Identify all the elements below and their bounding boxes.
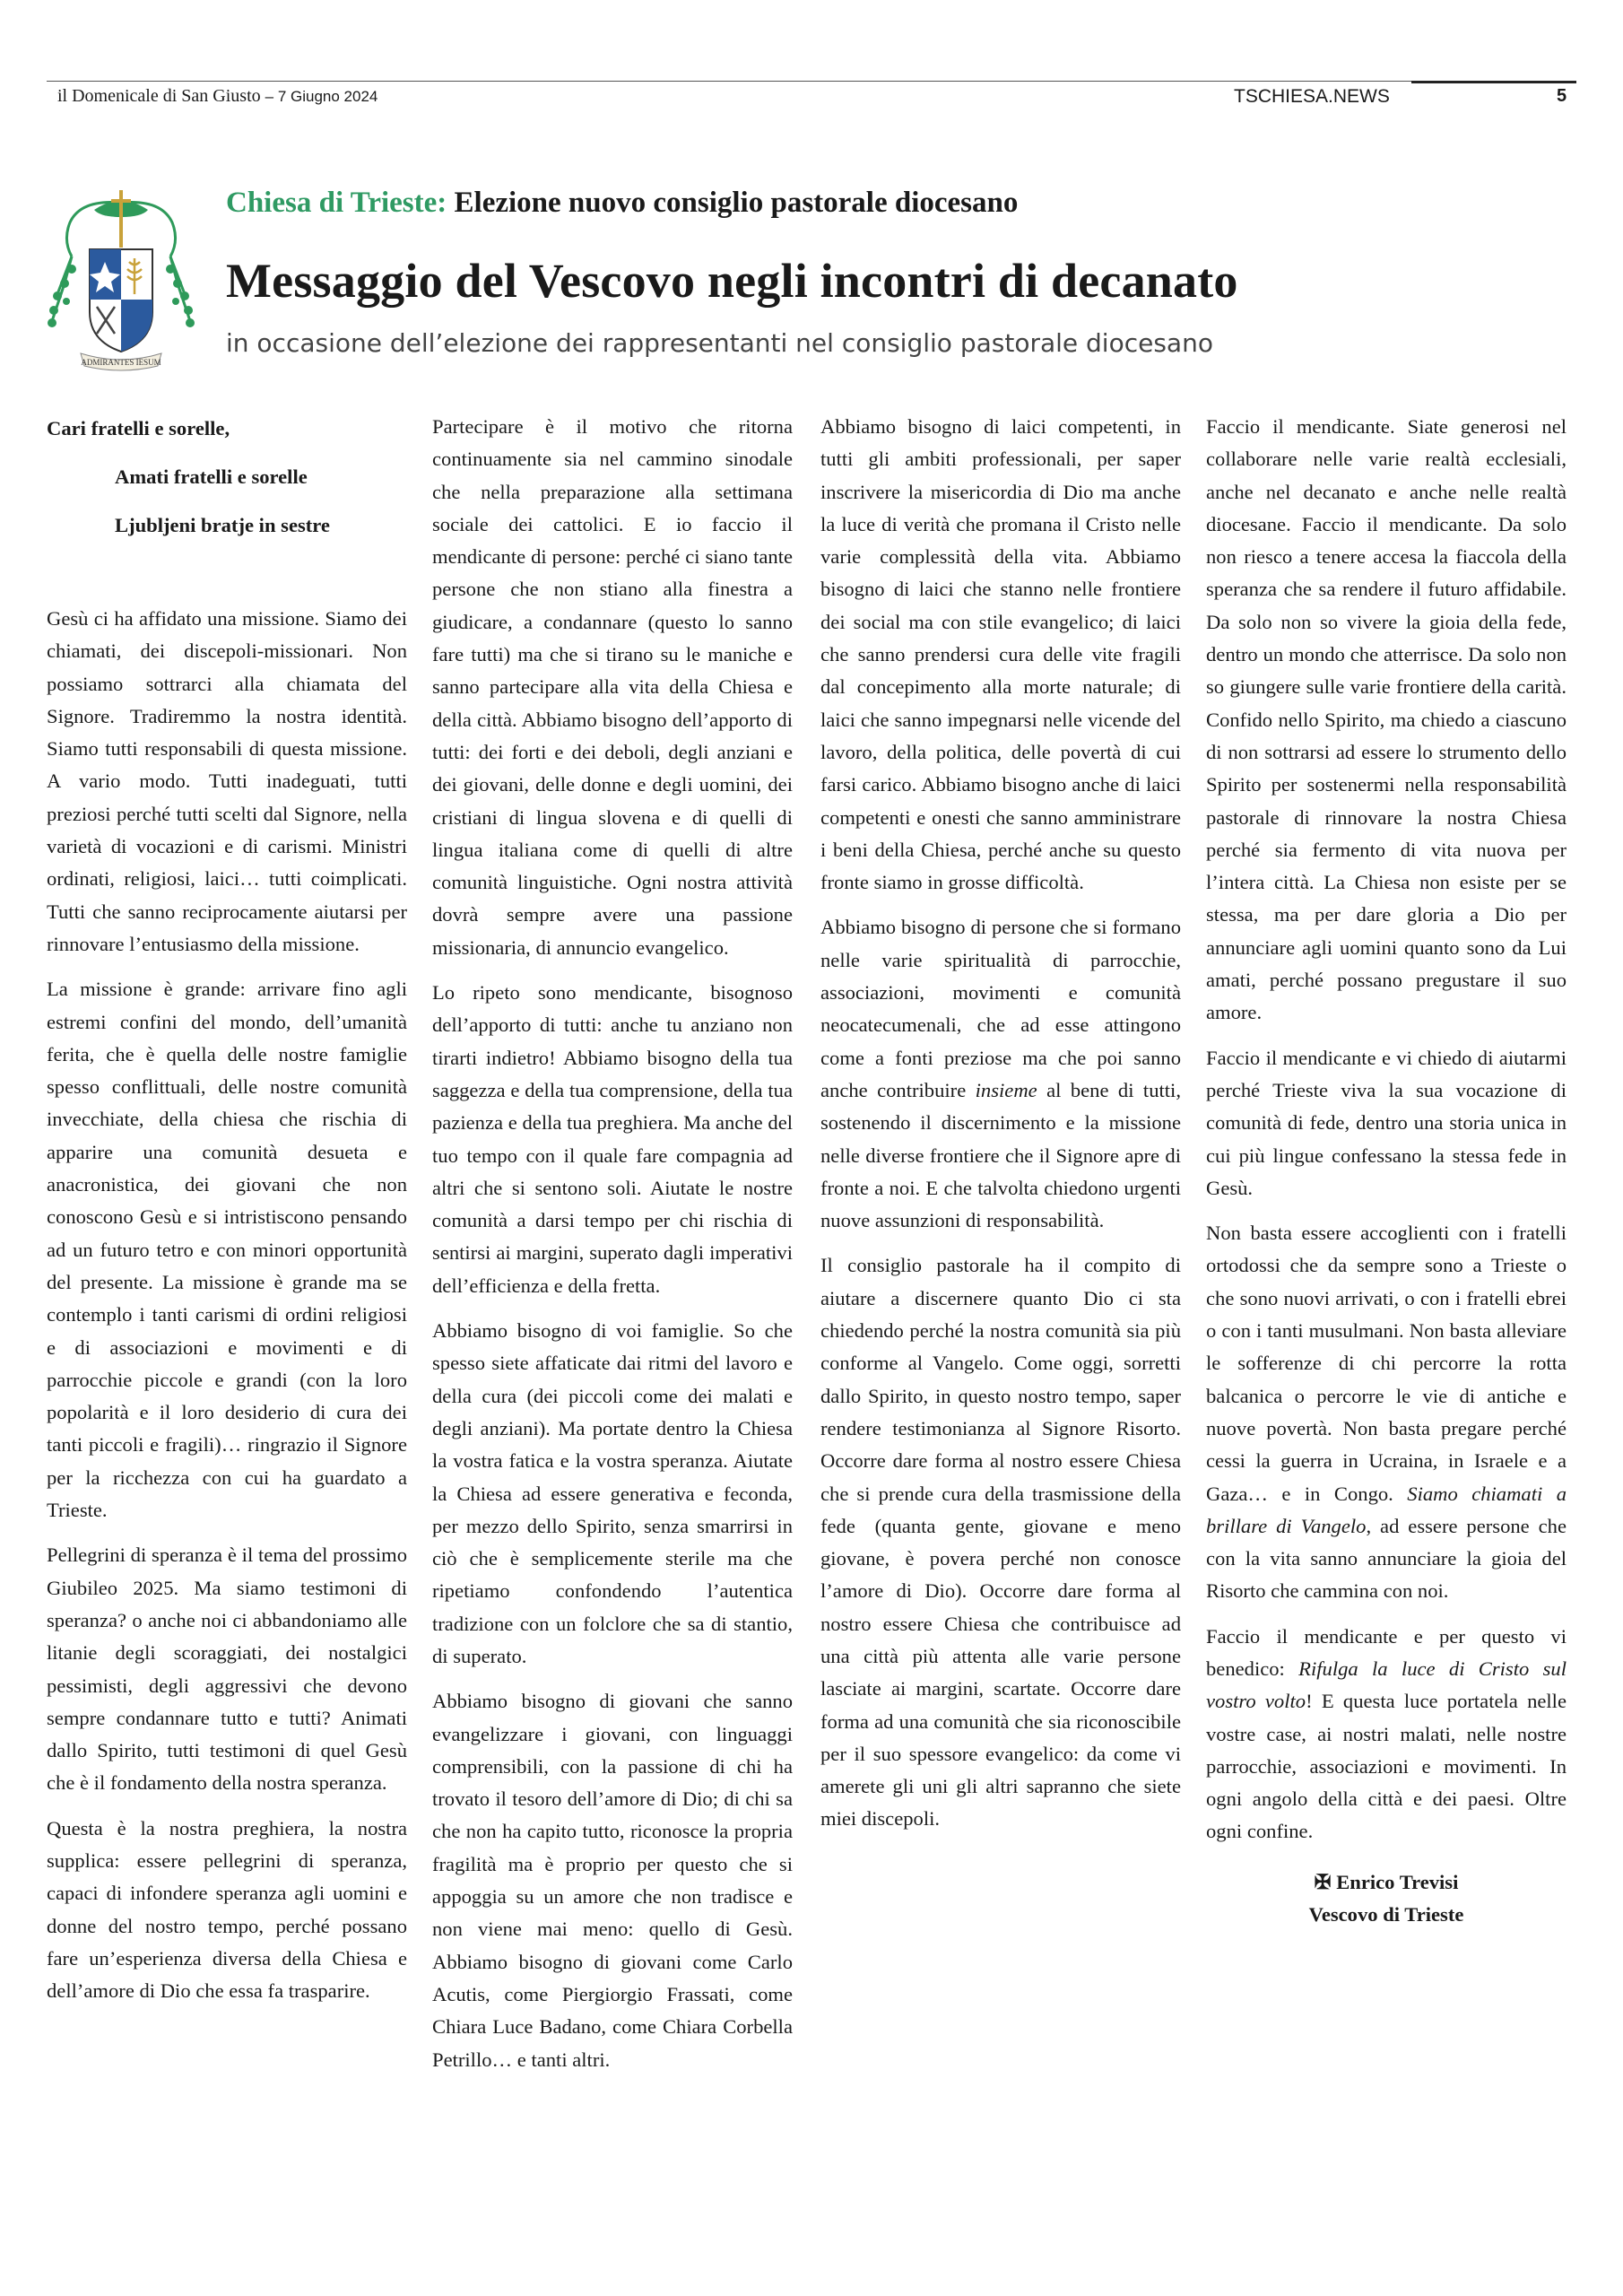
greeting-line: Ljubljeni bratje in sestre: [115, 514, 330, 536]
header-rule-accent: [1411, 81, 1576, 83]
text-run: , ad essere persone che con la vita sanno annunciare la gioia del Risorto che cammina con noi.: [1206, 1514, 1567, 1603]
section-kicker: [226, 187, 1018, 220]
emphasis: Rifulga la luce di Cristo sul vostro volto: [1206, 1657, 1567, 1713]
paragraph: [1206, 1621, 1567, 1848]
greetings: [47, 411, 407, 544]
running-header: [57, 86, 378, 107]
paragraph: Partecipare è il motivo che ritorna continuamente sia nel cammino sinodale che nella preparazione alla settimana sociale dei cattolici. E io faccio il mendicante di persone: perché ci siano tante persone che non stiano alla finestra a giudicare, a condannare (questo lo sanno fare tutti) ma che si tirano su le maniche e sanno partecipare alla vita della Chiesa e della città. Abbiamo bisogno dell’apporto di tutti: dei forti e dei deboli, degli anziani e dei giovani, delle donne e degli uomini, dei cristiani di lingua slovena e di quelli di lingua italiana come di quelli di altre comunità linguistiche. Ogni nostra attività dovrà sempre avere una passione missionaria, di annuncio evangelico.: [432, 415, 793, 959]
coat-motto: ADMIRANTES IESUM: [81, 358, 161, 367]
publication-name: il Domenicale di San Giusto: [57, 86, 261, 106]
emphasis: insieme: [975, 1078, 1037, 1101]
text-run: Faccio il mendicante e per questo vi benedico:: [1206, 1624, 1567, 1680]
page-number: 5: [1557, 86, 1567, 106]
text-run: Non basta essere accoglienti con i fratelli ortodossi che da sempre sono a Trieste o che sono nuovi arrivati, o con i fratelli ebrei o con i tanti musulmani. Non basta alleviare le sofferenze di chi percorre la rotta balcanica o percorre le vie di antiche e nuove povertà. Non basta pregare perché cessi la guerra in Ucraina, in Israele e a Gaza… e in Congo.: [1206, 1222, 1567, 1505]
paragraph: Questa è la nostra preghiera, la nostra supplica: essere pellegrini di speranza, capaci di infondere speranza agli uomini e donne del nostro tempo, perché possano fare un’esperienza diversa della Chiesa e dell’amore di Dio che essa fa trasparire.: [47, 1816, 407, 2003]
column-3: [820, 411, 1181, 1848]
paragraph: Faccio il mendicante e vi chiedo di aiutarmi perché Trieste viva la sua vocazione di comunità di fede, dentro una storia unica in cui più lingue confessano la stessa fede in Gesù.: [1206, 1046, 1567, 1199]
paragraph: Il consiglio pastorale ha il compito di aiutare a discernere quanto Dio ci sta chiedendo perché la nostra comunità sia più conforme al Vangelo. Come oggi, sorretti dallo Spirito, in questo nostro tempo, saper rendere testimonianza al Signore Risorto. Occorre dare forma al nostro essere Chiesa che si prende cura della trasmissione della fede (quanta gente, giovane e meno giovane, è povera perché non conosce l’amore di Dio). Occorre dare forma al nostro essere Chiesa che contribuisce ad una città più attenta alle varie persone lasciate ai margini, scartate. Occorre dare forma ad una comunità che sia riconoscibile per il suo spessore evangelico: da come vi amerete gli uni gli altri sapranno che siete miei discepoli.: [820, 1254, 1181, 1831]
article-title: Messaggio del Vescovo negli incontri di decanato: [226, 254, 1238, 308]
column-1: [47, 411, 407, 2020]
greeting-line: Amati fratelli e sorelle: [115, 465, 308, 488]
kicker-section: Chiesa di Trieste:: [226, 187, 447, 219]
paragraph: Abbiamo bisogno di laici competenti, in tutti gli ambiti professionali, per saper inscrivere la misericordia di Dio ma anche la luce di verità che promana il Cristo nelle varie complessità della vita. Abbiamo bisogno di laici che stanno nelle frontiere dei social ma con stile evangelico; di laici che sanno prendersi cura delle vite fragili dal concepimento alla morte naturale; di laici che sanno impegnarsi nelle vicende del lavoro, della politica, delle povertà di cui farsi carico. Abbiamo bisogno anche di laici competenti e onesti che sanno amministrare i beni della Chiesa, perché anche su questo fronte siamo in grosse difficoltà.: [820, 415, 1181, 894]
paragraph: Gesù ci ha affidato una missione. Siamo dei chiamati, dei discepoli-missionari. Non possiamo sottrarci alla chiamata del Signore. Tradiremmo la nostra identità. Siamo tutti responsabili di questa missione. A vario modo. Tutti inadeguati, tutti preziosi perché tutti scelti dal Signore, nella varietà di vocazioni e di carismi. Ministri ordinati, religiosi, laici… tutti coimplicati. Tutti che sanno reciprocamente aiutarsi per rinnovare l’entusiasmo della missione.: [47, 607, 407, 955]
coat-of-arms-icon: [45, 187, 197, 375]
text-run: ! E questa luce portatela nelle vostre case, ai nostri malati, nelle nostre parrocchie, associazioni e movimenti. In ogni angolo della città e dei paesi. Oltre ogni confine.: [1206, 1690, 1567, 1843]
paragraph: La missione è grande: arrivare fino agli estremi confini del mondo, dell’umanità ferita, che è quella delle nostre famiglie spesso conflittuali, delle nostre comunità invecchiate, della chiesa che rischia di apparire una comunità desueta e anacronistica, dei giovani che non conoscono Gesù e si intristiscono pensando ad un futuro tetro e con minori opportunità del presente. La missione è grande ma se contemplo i tanti carismi di ordini religiosi e di associazioni e movimenti e di parrocchie piccole e grandi (con la loro popolarità e il loro desiderio di cura dei tanti piccoli e fragili)… ringrazio il Signore per la ricchezza con cui ha guardato a Trieste.: [47, 978, 407, 1522]
paragraph: Faccio il mendicante. Siate generosi nel collaborare nelle varie realtà ecclesiali, anche nel decanato e anche nelle realtà diocesane. Faccio il mendicante. Da solo non riesco a tenere accesa la fiaccola della speranza che sa rendere il futuro affidabile. Da solo non so vivere la gioia della fede, dentro un mondo che atterrisce. Da solo non so giungere sulle varie frontiere della carità. Confido nello Spirito, ma chiedo a ciascuno di non sottrarsi ad essere lo strumento dello Spirito per sostenermi nella responsabilità pastorale di rinnovare la nostra Chiesa perché sia fermento di vita nuova per l’intera città. La Chiesa non esiste per se stessa, ma per dare gloria a Dio per annunciare agli uomini quanto sono da Lui amati, perché possano pregustare il suo amore.: [1206, 415, 1567, 1024]
signature-role: Vescovo di Trieste: [1308, 1902, 1464, 1926]
kicker-text: Elezione nuovo consiglio pastorale diocesano: [454, 187, 1019, 219]
site-name: TSCHIESA.NEWS: [1234, 86, 1390, 107]
paragraph: Pellegrini di speranza è il tema del prossimo Giubileo 2025. Ma siamo testimoni di speranza? o anche noi ci abbandoniamo alle litanie degli scoraggiati, dei nostalgici pessimisti, degli aggressivi che devono sempre condannare tutto e tutti? Animati dallo Spirito, tutti testimoni di quel Gesù che è il fondamento della nostra speranza.: [47, 1544, 407, 1795]
paragraph: [1206, 1217, 1567, 1608]
paragraph: Abbiamo bisogno di giovani che sanno evangelizzare i giovani, con linguaggi comprensibili, con la passione di chi ha trovato il tesoro dell’amore di Dio; di chi sa che non ha capito tutto, riconosce la propria fragilità ma è proprio per questo che si appoggia su un amore che non tradisce e non viene mai meno: quello di Gesù. Abbiamo bisogno di giovani come Carlo Acutis, come Piergiorgio Frassati, come Chiara Luce Badano, come Chiara Corbella Petrillo… e tanti altri.: [432, 1690, 793, 2071]
text-run: al bene di tutti, sostenendo il discernimento e la missione nelle diverse frontiere che il Signore apre di fronte a noi. E che talvolta chiedono urgenti nuove assunzioni di responsabilità.: [820, 1078, 1181, 1232]
paragraph: Lo ripeto sono mendicante, bisognoso dell’apporto di tutti: anche tu anziano non tirarti indietro! Abbiamo bisogno della tua saggezza e della tua comprensione, della tua pazienza e della tua preghiera. Ma anche del tuo tempo con il quale fare compagnia ad altri che si sentono soli. Aiutate le nostre comunità a darsi tempo per chi rischia di sentirsi ai margini, superato dagli imperativi dell’efficienza e della fretta.: [432, 981, 793, 1297]
emphasis: Siamo chiamati a brillare di Vangelo: [1206, 1482, 1567, 1537]
text-run: Abbiamo bisogno di persone che si formano nelle varie spiritualità di parrocchie, associazioni, movimenti e comunità neocatecumenali, che ad esse attingono come a fonti preziose ma che poi sanno anche contribuire: [820, 916, 1181, 1101]
paragraph: [820, 911, 1181, 1237]
header-rule: [47, 81, 1576, 82]
signature-name: ✠ Enrico Trevisi: [1314, 1870, 1459, 1893]
issue-date: – 7 Giugno 2024: [265, 88, 378, 105]
column-4: [1206, 411, 1567, 1931]
column-2: [432, 411, 793, 2089]
paragraph: Abbiamo bisogno di voi famiglie. So che spesso siete affaticate dai ritmi del lavoro e della cura (dei piccoli come dei malati e degli anziani). Ma portate dentro la Chiesa la vostra fatica e la vostra speranza. Aiutate la Chiesa ad essere generativa e feconda, per mezzo dello Spirito, senza smarrirsi in ciò che è semplicemente sterile ma che ripetiamo confondendo l’autentica tradizione con un folclore che sa di stantio, di superato.: [432, 1319, 793, 1667]
greeting-line: Cari fratelli e sorelle,: [47, 417, 230, 439]
signature: [1206, 1866, 1567, 1931]
article-subtitle: in occasione dell’elezione dei rappresentanti nel consiglio pastorale diocesano: [226, 328, 1213, 358]
